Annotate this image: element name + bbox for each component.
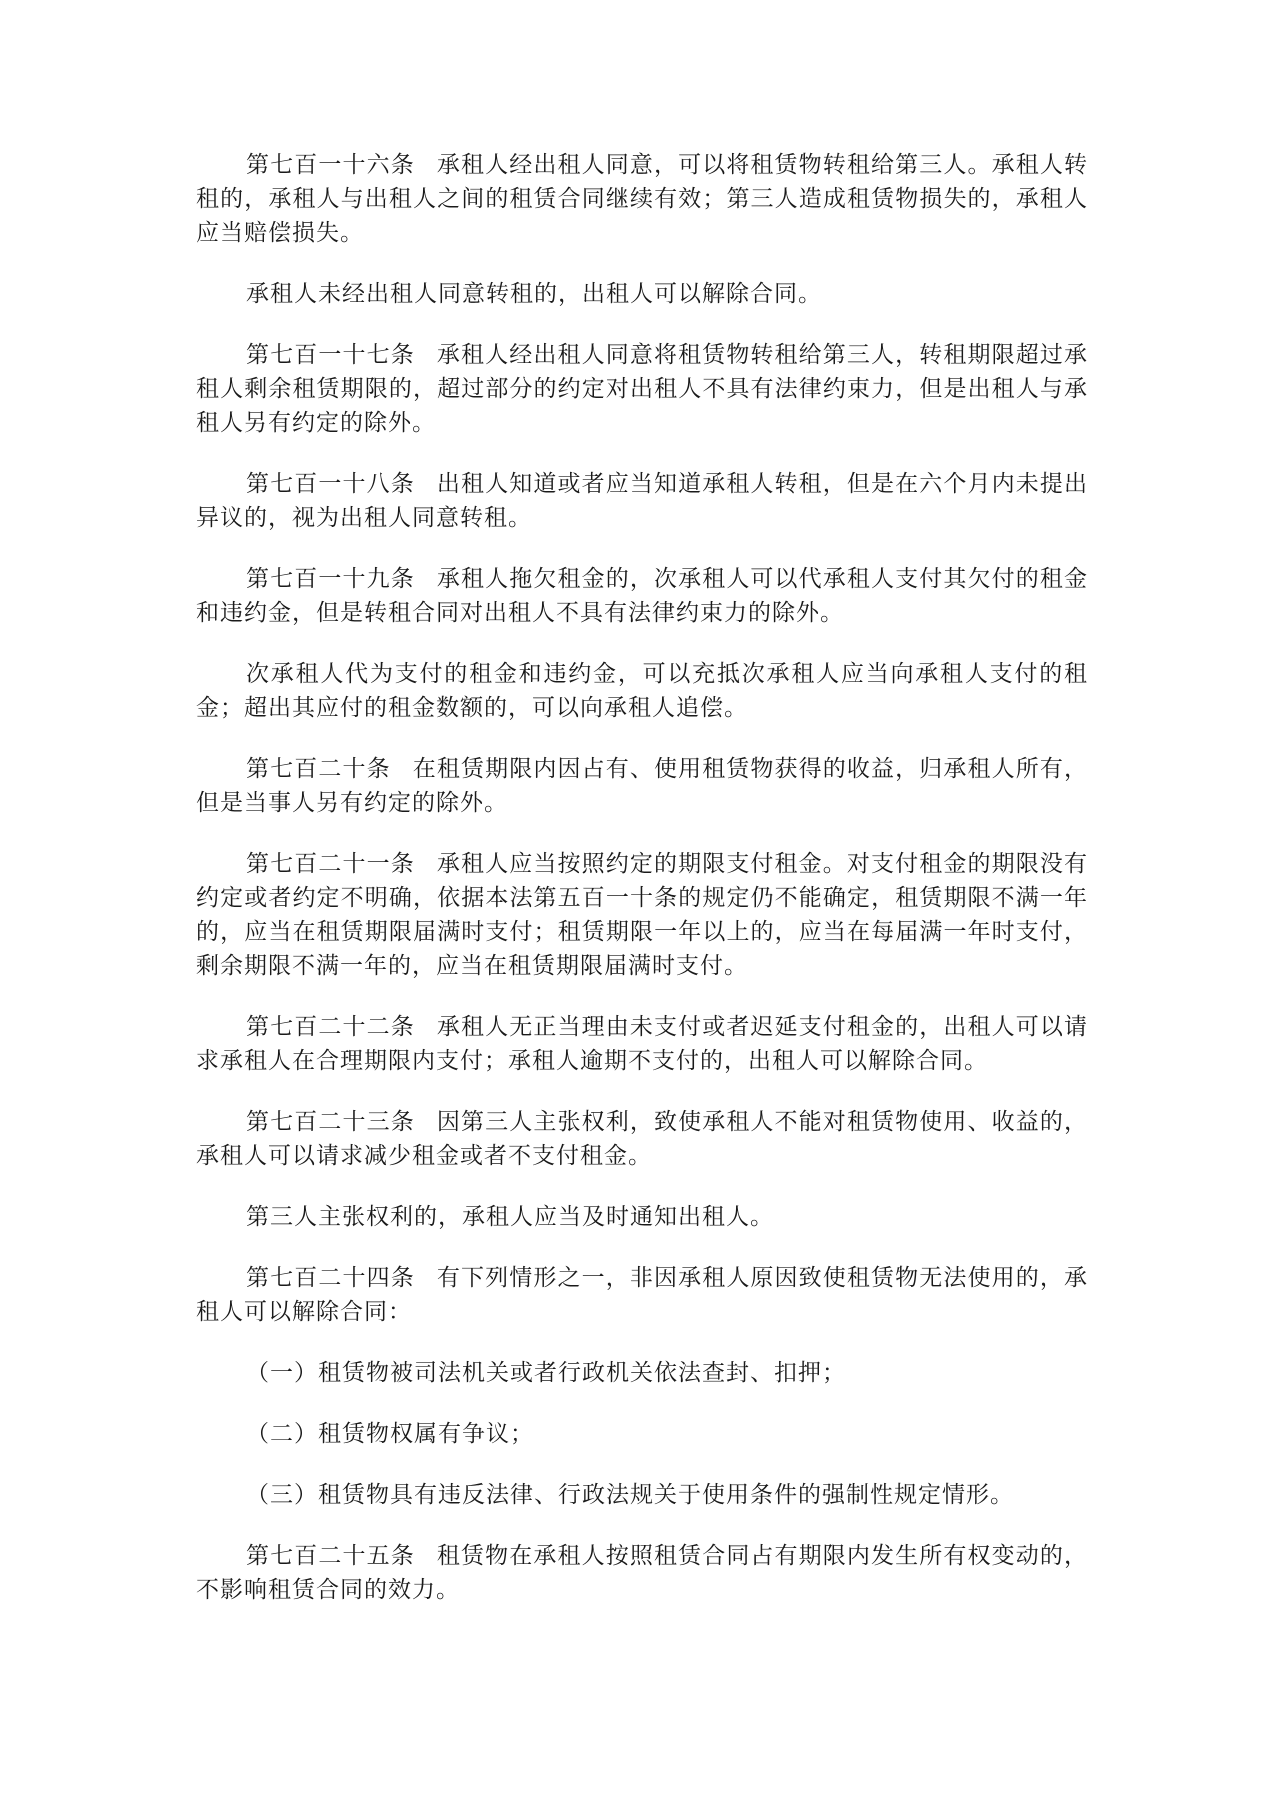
paragraph-text: 出租人知道或者应当知道承租人转租，但是在六个月内未提出异议的，视为出租人同意转租。 — [196, 471, 1089, 531]
paragraph-text: 第三人主张权利的，承租人应当及时通知出租人。 — [246, 1204, 774, 1230]
article-number: 第七百一十八条 — [246, 471, 415, 497]
article-number: 第七百一十六条 — [246, 152, 415, 178]
article-number: 第七百二十五条 — [246, 1543, 415, 1569]
article-number: 第七百二十三条 — [246, 1109, 415, 1135]
paragraph-text: 承租人拖欠租金的，次承租人可以代承租人支付其欠付的租金和违约金，但是转租合同对出租人不具有法律约束力的除外。 — [196, 566, 1089, 626]
article-number: 第七百二十四条 — [246, 1265, 415, 1291]
article-number: 第七百一十九条 — [246, 566, 415, 592]
paragraph-724-item-1 — [196, 1356, 1088, 1390]
paragraph-720 — [196, 752, 1088, 820]
paragraph-721 — [196, 847, 1088, 983]
paragraph-724 — [196, 1261, 1088, 1329]
paragraph-719-2 — [196, 657, 1088, 725]
document-body — [196, 148, 1088, 1634]
paragraph-text: （一）租赁物被司法机关或者行政机关依法查封、扣押； — [246, 1360, 846, 1386]
paragraph-text: 承租人应当按照约定的期限支付租金。对支付租金的期限没有约定或者约定不明确，依据本法第五百一十条的规定仍不能确定，租赁期限不满一年的，应当在租赁期限届满时支付；租赁期限一年以上的，应当在每届满一年时支付，剩余期限不满一年的，应当在租赁期限届满时支付。 — [196, 851, 1089, 979]
paragraph-717 — [196, 338, 1088, 440]
paragraph-718 — [196, 467, 1088, 535]
paragraph-text: 次承租人代为支付的租金和违约金，可以充抵次承租人应当向承租人支付的租金；超出其应付的租金数额的，可以向承租人追偿。 — [196, 661, 1088, 721]
paragraph-text: 承租人未经出租人同意转租的，出租人可以解除合同。 — [246, 281, 822, 307]
article-number: 第七百二十二条 — [246, 1014, 415, 1040]
paragraph-719 — [196, 562, 1088, 630]
paragraph-text: 承租人经出租人同意，可以将租赁物转租给第三人。承租人转租的，承租人与出租人之间的租赁合同继续有效；第三人造成租赁物损失的，承租人应当赔偿损失。 — [196, 152, 1089, 246]
paragraph-text: 承租人经出租人同意将租赁物转租给第三人，转租期限超过承租人剩余租赁期限的，超过部分的约定对出租人不具有法律约束力，但是出租人与承租人另有约定的除外。 — [196, 342, 1089, 436]
paragraph-text: 因第三人主张权利，致使承租人不能对租赁物使用、收益的，承租人可以请求减少租金或者不支付租金。 — [196, 1109, 1089, 1169]
paragraph-722 — [196, 1010, 1088, 1078]
paragraph-text: 租赁物在承租人按照租赁合同占有期限内发生所有权变动的，不影响租赁合同的效力。 — [196, 1543, 1089, 1603]
paragraph-716-2 — [196, 277, 1088, 311]
paragraph-text: 在租赁期限内因占有、使用租赁物获得的收益，归承租人所有，但是当事人另有约定的除外。 — [196, 756, 1089, 816]
paragraph-724-item-2 — [196, 1417, 1088, 1451]
paragraph-723-2 — [196, 1200, 1088, 1234]
paragraph-725 — [196, 1539, 1088, 1607]
paragraph-text: 有下列情形之一，非因承租人原因致使租赁物无法使用的，承租人可以解除合同： — [196, 1265, 1089, 1325]
paragraph-text: （三）租赁物具有违反法律、行政法规关于使用条件的强制性规定情形。 — [246, 1482, 1014, 1508]
paragraph-text: （二）租赁物权属有争议； — [246, 1421, 534, 1447]
paragraph-723 — [196, 1105, 1088, 1173]
article-number: 第七百二十条 — [246, 756, 391, 782]
paragraph-text: 承租人无正当理由未支付或者迟延支付租金的，出租人可以请求承租人在合理期限内支付；承租人逾期不支付的，出租人可以解除合同。 — [196, 1014, 1089, 1074]
paragraph-724-item-3 — [196, 1478, 1088, 1512]
paragraph-716 — [196, 148, 1088, 250]
article-number: 第七百一十七条 — [246, 342, 415, 368]
article-number: 第七百二十一条 — [246, 851, 415, 877]
